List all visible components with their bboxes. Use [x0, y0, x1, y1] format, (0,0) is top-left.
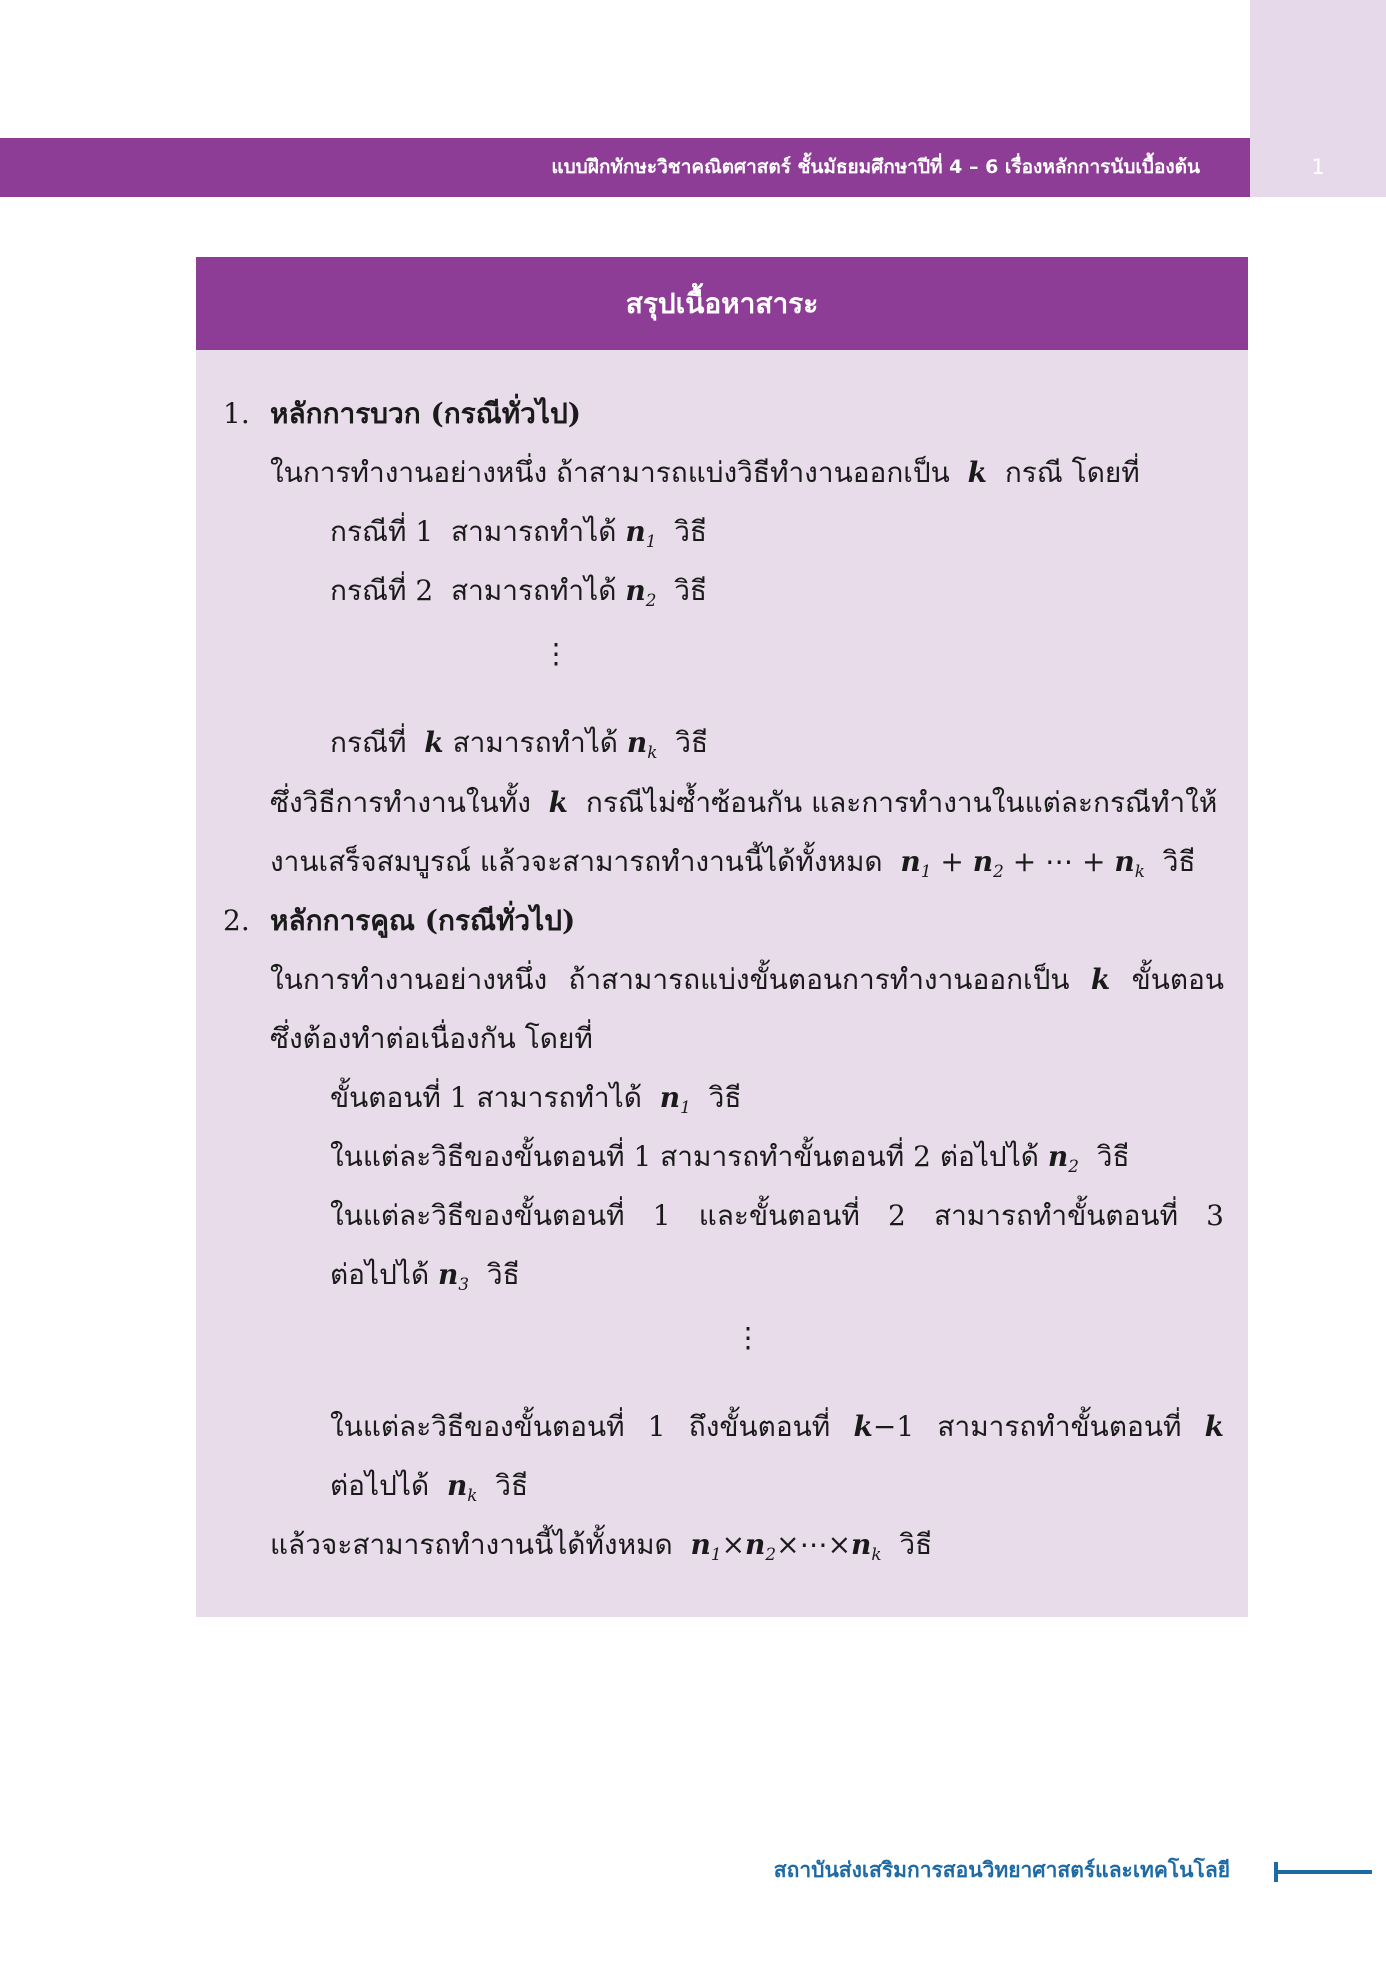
case-2-line: กรณีที่ 2 สามารถทำได้ $n_2$ วิธี — [330, 574, 707, 610]
page-number: 1 — [1311, 155, 1325, 179]
step-2-line: ในแต่ละวิธีของขั้นตอนที่ 1 สามารถทำขั้นตอนที่ 2 ต่อไปได้ $n_2$ วิธี — [330, 1140, 1130, 1176]
step-3-cont: ต่อไปได้ $n_3$ วิธี — [330, 1258, 520, 1294]
footer-rule — [1276, 1870, 1372, 1874]
section-2-intro: ในการทำงานอย่างหนึ่ง ถ้าสามารถแบ่งขั้นตอนการทำงานออกเป็น k ขั้นตอน — [270, 963, 1225, 996]
section-1-intro: ในการทำงานอย่างหนึ่ง ถ้าสามารถแบ่งวิธีทำงานออกเป็น k กรณี โดยที่ — [270, 456, 1140, 489]
step-k-line: ในแต่ละวิธีของขั้นตอนที่ 1 ถึงขั้นตอนที่ k−1 สามารถทำขั้นตอนที่ k — [330, 1410, 1225, 1443]
step-3-line: ในแต่ละวิธีของขั้นตอนที่ 1 และขั้นตอนที่ 2 สามารถทำขั้นตอนที่ 3 — [330, 1199, 1224, 1232]
case-1-line: กรณีที่ 1 สามารถทำได้ $n_1$ วิธี — [330, 515, 707, 551]
vdots-2: ⋮ — [734, 1321, 762, 1354]
header-title: แบบฝึกทักษะวิชาคณิตศาสตร์ ชั้นมัธยมศึกษาปีที่ 4 – 6 เรื่องหลักการนับเบื้องต้น — [551, 156, 1200, 178]
vdots-1: ⋮ — [542, 637, 570, 670]
section-2-intro-cont: ซึ่งต้องทำต่อเนื่องกัน โดยที่ — [270, 1022, 593, 1055]
summary-box: สรุปเนื้อหาสาระ 1. หลักการบวก (กรณีทั่วไป) ในการทำงานอย่างหนึ่ง ถ้าสามารถแบ่งวิธีทำงานออกเป็น k กรณี โดยที่ กรณีที่ 1 สามารถทำได้ $n_1$ วิธี กรณีที่ 2 สามารถทำได้ $n_2$ วิธี ⋮ กรณีที่ k สามารถทำได้ $n_k$ วิธี ซึ่งวิธีการทำงานในทั้ง k กรณีไม่ซ้ำซ้อนกัน และการทำงานในแต่ละกรณีทำให้ งานเสร็จสมบูรณ์ แล้วจะสามารถทำงานนี้ได้ทั้งหมด $n_1 + n_2$ + ⋯ + $n_k$ วิธี 2. หลักการคูณ (กรณีทั่วไป) ในการทำงานอย่างหนึ่ง ถ้าสามารถแบ่งขั้นตอนการทำงานออกเป็น k ขั้นตอน ซึ่งต้องทำต่อเนื่องกัน โดยที่ ขั้นตอนที่ 1 สามารถทำได้ $n_1$ วิธี ในแต่ละวิธีของขั้นตอนที่ 1 สามารถทำขั้นตอนที่ 2 ต่อไปได้ $n_2$ วิธี ในแต่ละวิธีของขั้นตอนที่ 1 และขั้นตอนที่ 2 สามารถทำขั้นตอนที่ 3 ต่อไปได้ $n_3$ วิธี ⋮ ในแต่ละวิธีของขั้นตอนที่ 1 ถึงขั้นตอนที่ k−1 สามารถทำขั้นตอนที่ k ต่อไปได้ $n_k$ วิธี แล้วจะสามารถทำงานนี้ได้ทั้งหมด $n_1\times n_2\times\cdots\times n_k$ วิธี — [196, 257, 1248, 1617]
section-2-result: แล้วจะสามารถทำงานนี้ได้ทั้งหมด $n_1\times n_2\times\cdots\times n_k$ วิธี — [270, 1528, 933, 1564]
case-k-line: กรณีที่ k สามารถทำได้ $n_k$ วิธี — [330, 726, 709, 762]
step-1-line: ขั้นตอนที่ 1 สามารถทำได้ $n_1$ วิธี — [330, 1081, 742, 1117]
footer-institute: สถาบันส่งเสริมการสอนวิทยาศาสตร์และเทคโนโลยี — [773, 1858, 1230, 1882]
section-1-condition: ซึ่งวิธีการทำงานในทั้ง k กรณีไม่ซ้ำซ้อนกัน และการทำงานในแต่ละกรณีทำให้ — [270, 786, 1218, 819]
header-bar — [0, 138, 1250, 197]
step-k-cont: ต่อไปได้ $n_k$ วิธี — [330, 1469, 529, 1505]
summary-title: สรุปเนื้อหาสาระ — [196, 257, 1248, 350]
section-1-result: งานเสร็จสมบูรณ์ แล้วจะสามารถทำงานนี้ได้ทั้งหมด $n_1 + n_2$ + ⋯ + $n_k$ วิธี — [270, 845, 1196, 881]
